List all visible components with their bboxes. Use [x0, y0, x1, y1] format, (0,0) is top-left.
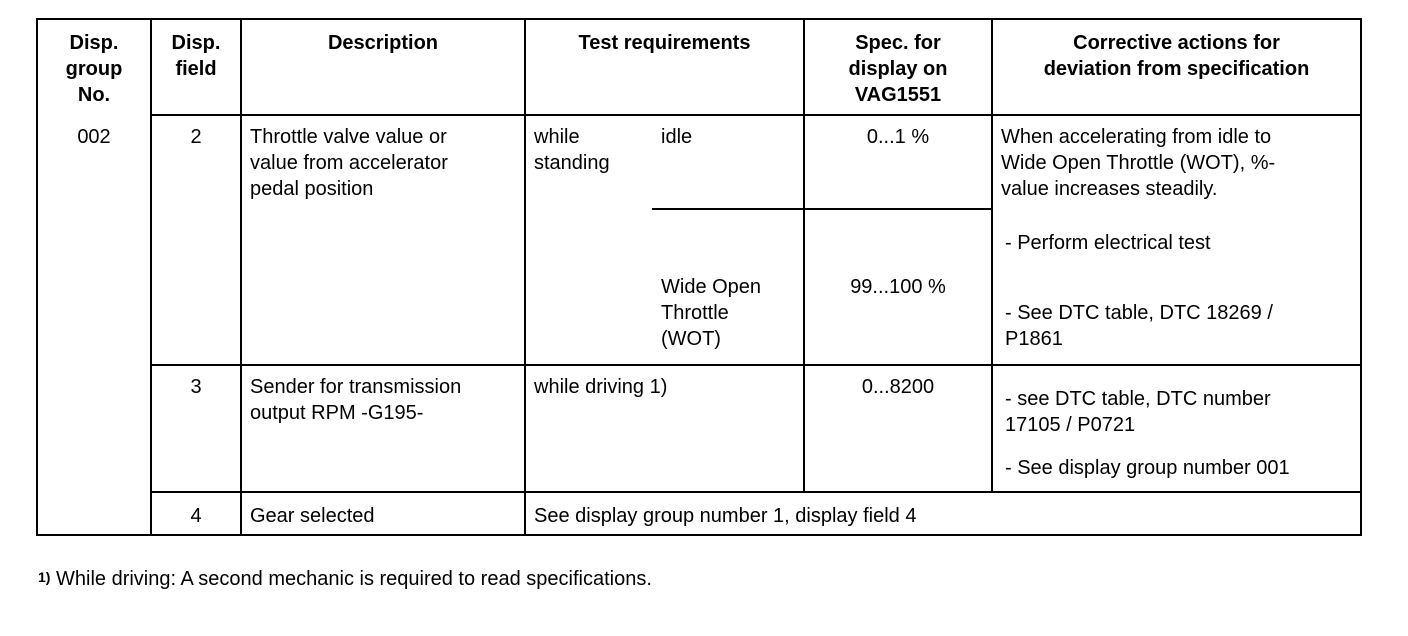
header-line: deviation from specification: [1043, 58, 1310, 80]
header-line: field: [175, 58, 217, 80]
corrective-intro-line: Wide Open Throttle (WOT), %-: [1001, 152, 1276, 174]
header-row-sep: [150, 114, 1362, 116]
header-line: Corrective actions for: [1073, 32, 1280, 54]
test-condition-line: standing: [534, 152, 610, 174]
row-description-line: Throttle valve value or: [250, 126, 447, 148]
footnote: [38, 566, 652, 592]
col-sep-3: [524, 18, 526, 536]
header-line: Test requirements: [578, 32, 751, 54]
row-description-line: Sender for transmission: [250, 376, 462, 398]
corrective-action: - See display group number 001: [1005, 457, 1290, 479]
row-field: 4: [190, 505, 202, 527]
row-description-line: pedal position: [250, 178, 374, 200]
test-requirement-idle: idle: [661, 126, 693, 148]
test-condition-line: while: [534, 126, 580, 148]
table-border-bottom: [36, 534, 1362, 536]
footnote-text: While driving: A second mechanic is required to read specifications.: [50, 568, 652, 590]
test-requirement: while driving 1): [534, 376, 668, 398]
corrective-action-line: - See DTC table, DTC 18269 /: [1005, 302, 1273, 324]
row-description: Gear selected: [250, 505, 375, 527]
row-field: 2: [190, 126, 202, 148]
header-line: Disp.: [69, 32, 119, 54]
header-line: group: [65, 58, 123, 80]
spec-value-wot: 99...100 %: [850, 276, 946, 298]
corrective-intro-line: value increases steadily.: [1001, 178, 1218, 200]
col-sep-5: [991, 18, 993, 493]
row-sep-2: [150, 364, 1362, 366]
group-number: 002: [77, 126, 111, 148]
header-line: Description: [327, 32, 439, 54]
corrective-intro-line: When accelerating from idle to: [1001, 126, 1272, 148]
row-description-line: value from accelerator: [250, 152, 448, 174]
corrective-action-line: P1861: [1005, 328, 1063, 350]
header-line: Disp.: [171, 32, 221, 54]
col-sep-1: [150, 18, 152, 536]
header-line: Spec. for: [855, 32, 941, 54]
row-field: 3: [190, 376, 202, 398]
footnote-marker: 1): [38, 569, 51, 585]
table-border-top: [36, 18, 1362, 20]
subrow-sep: [652, 208, 992, 210]
header-line: No.: [77, 84, 111, 106]
test-requirement-wot-line: Throttle: [661, 302, 729, 324]
col-sep-2: [240, 18, 242, 536]
header-line: display on: [848, 58, 948, 80]
corrective-action: - Perform electrical test: [1005, 232, 1211, 254]
row-description-line: output RPM -G195-: [250, 402, 424, 424]
corrective-action-line: - see DTC table, DTC number: [1005, 388, 1271, 410]
row-sep-3: [150, 491, 1362, 493]
spec-value-idle: 0...1 %: [866, 126, 930, 148]
test-requirement: See display group number 1, display field 4: [534, 505, 917, 527]
test-requirement-wot-line: Wide Open: [661, 276, 762, 298]
header-line: VAG1551: [854, 84, 942, 106]
table-border-right: [1360, 18, 1362, 536]
spec-value: 0...8200: [861, 376, 935, 398]
test-requirement-wot-line: (WOT): [661, 328, 721, 350]
corrective-action-line: 17105 / P0721: [1005, 414, 1136, 436]
